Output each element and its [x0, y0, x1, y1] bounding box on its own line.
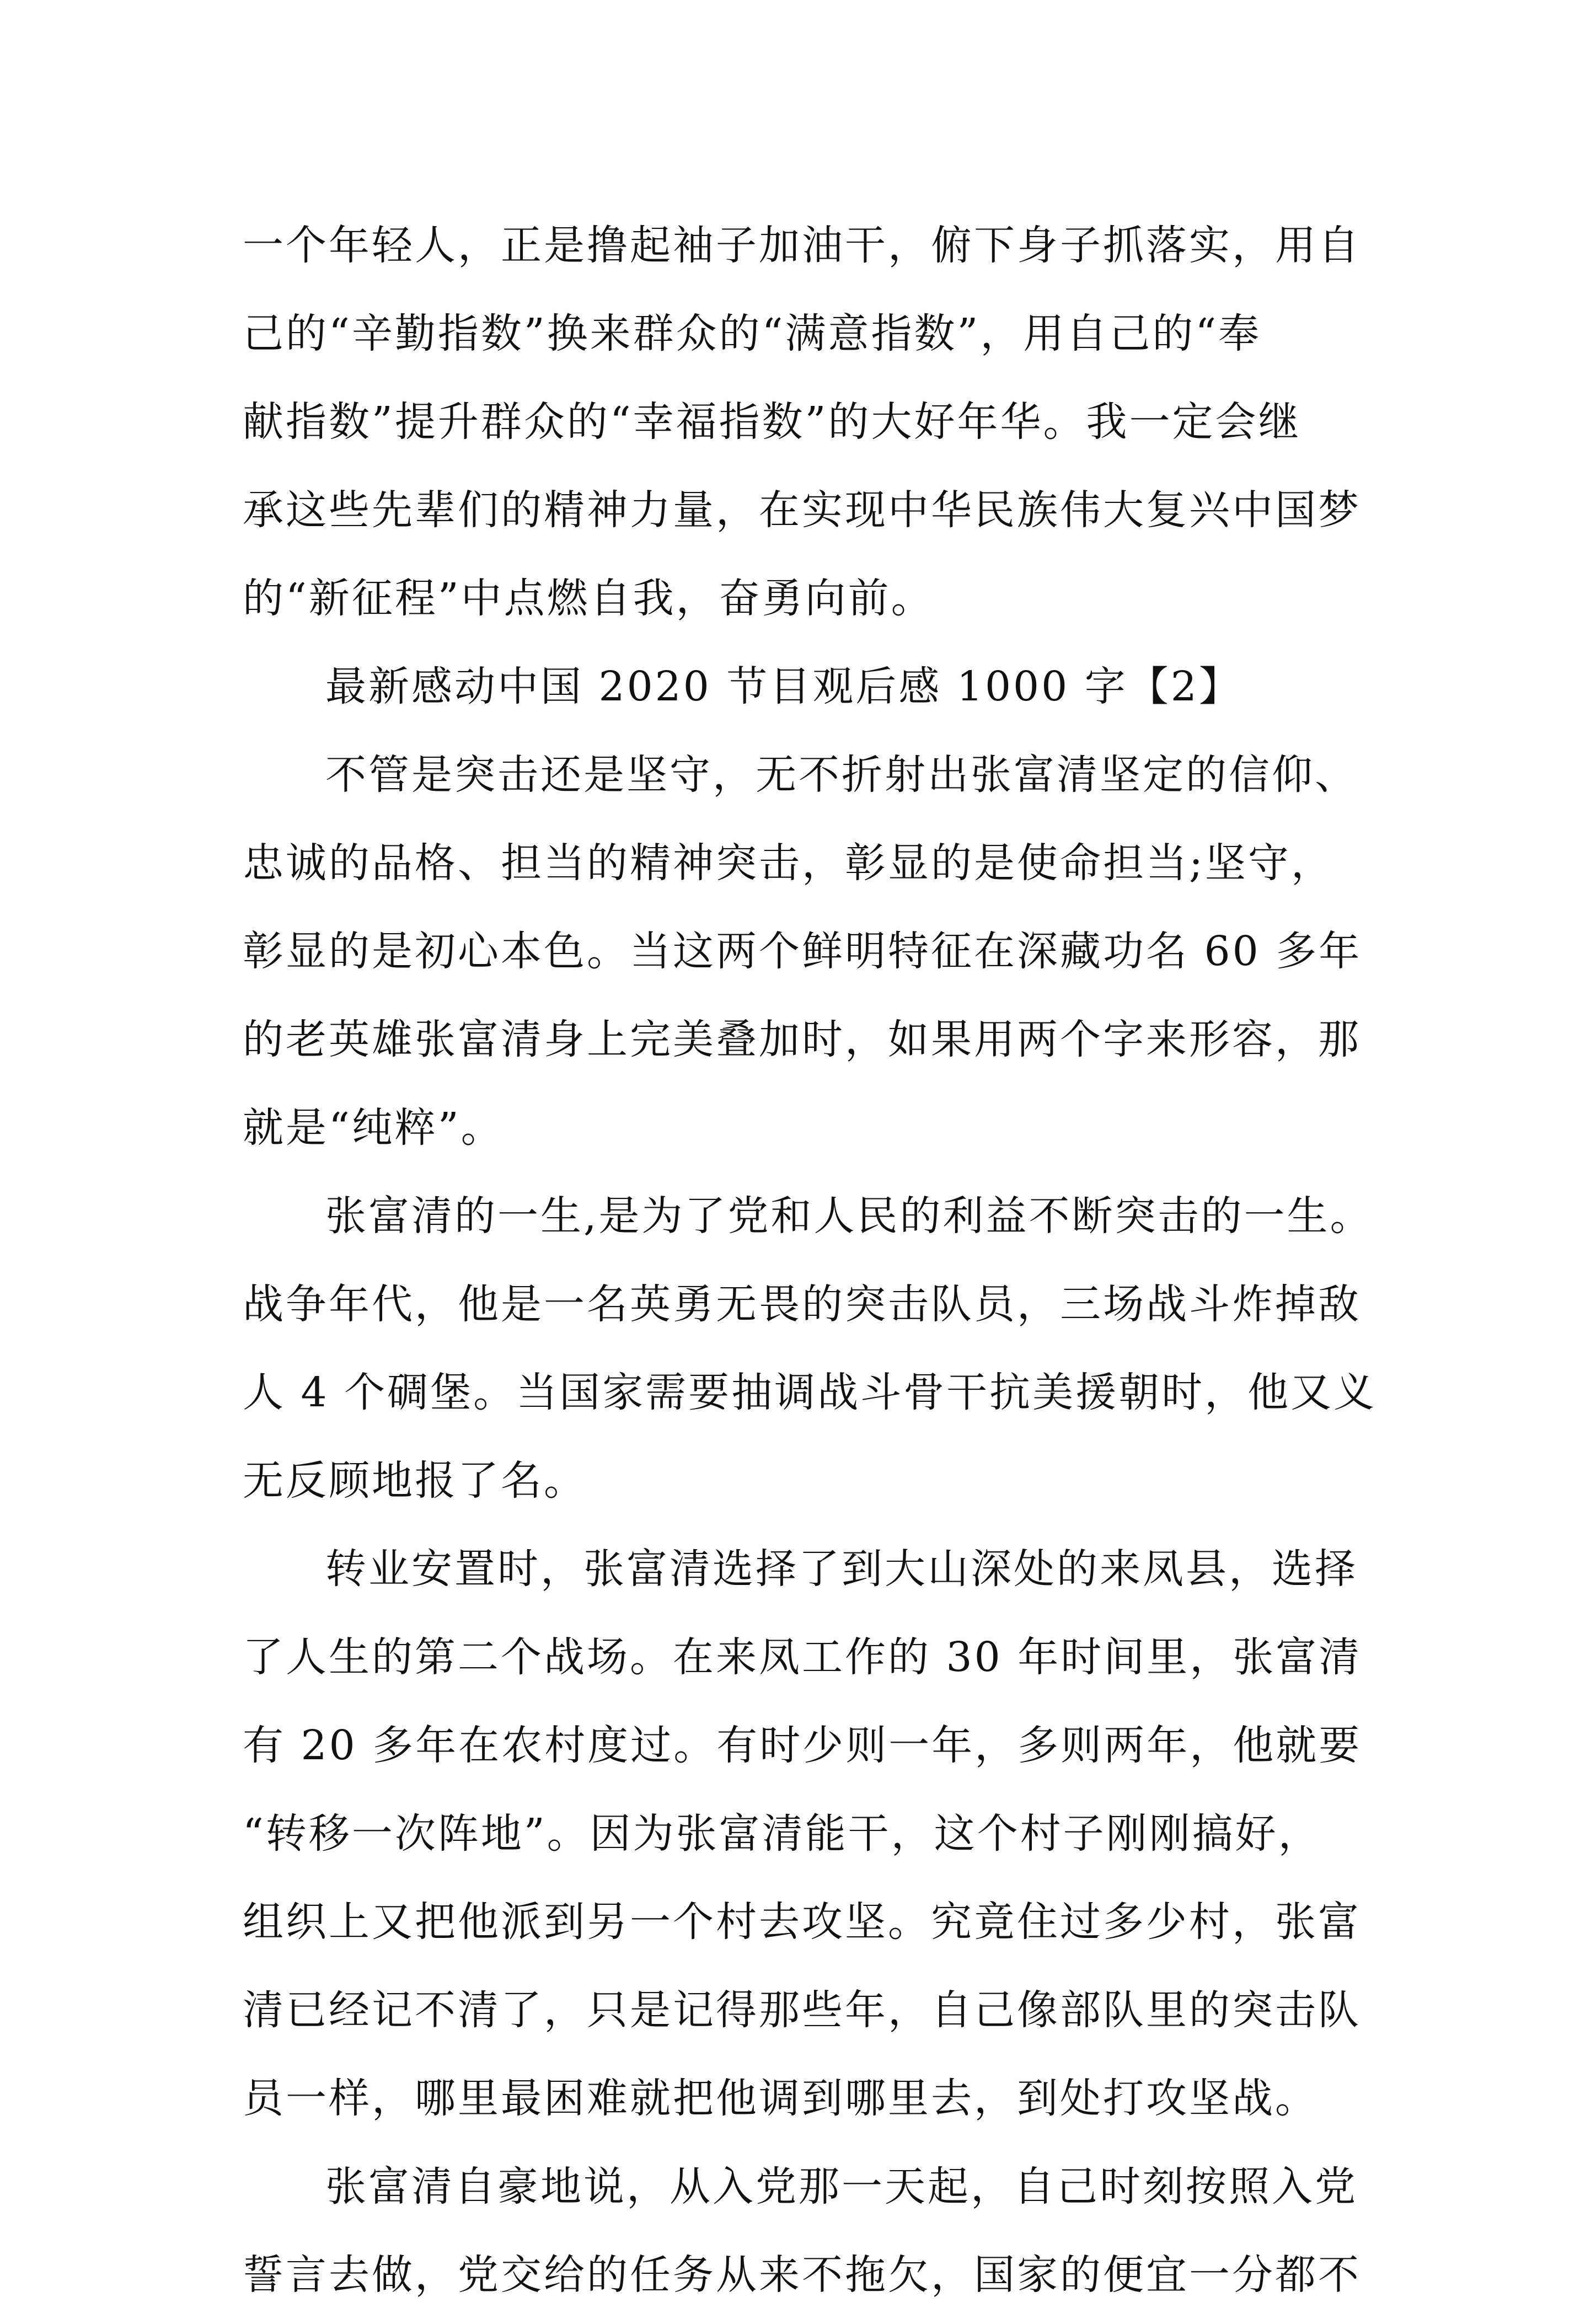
text-line: 忠诚的品格、担当的精神突击，彰显的是使命担当;坚守， [243, 839, 1334, 887]
text-line: 张富清的一生,是为了党和人民的利益不断突击的一生。 [325, 1192, 1373, 1240]
text-line: 无反顾地报了名。 [243, 1457, 587, 1504]
text-line: 誓言去做，党交给的任务从来不拖欠，国家的便宜一分都不 [243, 2251, 1361, 2299]
text-line: 组织上又把他派到另一个村去攻坚。究竟住过多少村，张富 [243, 1898, 1361, 1946]
text-line: 的老英雄张富清身上完美叠加时，如果用两个字来形容，那 [243, 1016, 1361, 1063]
text-line: 转业安置时，张富清选择了到大山深处的来凤县，选择 [325, 1545, 1358, 1593]
text-line: 了人生的第二个战场。在来凤工作的 30 年时间里，张富清 [243, 1634, 1362, 1681]
text-line: 彰显的是初心本色。当这两个鲜明特征在深藏功名 60 多年 [243, 928, 1362, 975]
text-line: 人 4 个碉堡。当国家需要抽调战斗骨干抗美援朝时，他又义 [243, 1369, 1377, 1416]
text-line: 员一样，哪里最困难就把他调到哪里去，到处打攻坚战。 [243, 2075, 1318, 2122]
text-line: 一个年轻人，正是撸起袖子加油干，俯下身子抓落实，用自 [243, 222, 1361, 269]
text-line: 清已经记不清了，只是记得那些年，自己像部队里的突击队 [243, 1986, 1361, 2034]
text-line: 己的“辛勤指数”换来群众的“满意指数”，用自己的“奉 [243, 310, 1262, 357]
section-heading: 最新感动中国 2020 节目观后感 1000 字【2】 [325, 663, 1242, 710]
text-line: 有 20 多年在农村度过。有时少则一年，多则两年，他就要 [243, 1722, 1362, 1769]
body-text [243, 201, 1379, 2319]
text-line: “转移一次阵地”。因为张富清能干，这个村子刚刚搞好， [243, 1810, 1321, 1857]
text-line: 张富清自豪地说，从入党那一天起，自己时刻按照入党 [325, 2163, 1358, 2210]
text-line: 就是“纯粹”。 [243, 1104, 504, 1152]
text-line: 承这些先辈们的精神力量，在实现中华民族伟大复兴中国梦 [243, 486, 1361, 534]
text-line: 战争年代，他是一名英勇无畏的突击队员，三场战斗炸掉敌 [243, 1281, 1361, 1328]
text-line: 不管是突击还是坚守，无不折射出张富清坚定的信仰、 [325, 751, 1358, 799]
text-line: 的“新征程”中点燃自我，奋勇向前。 [243, 575, 934, 622]
text-line: 献指数”提升群众的“幸福指数”的大好年华。我一定会继 [243, 398, 1302, 446]
